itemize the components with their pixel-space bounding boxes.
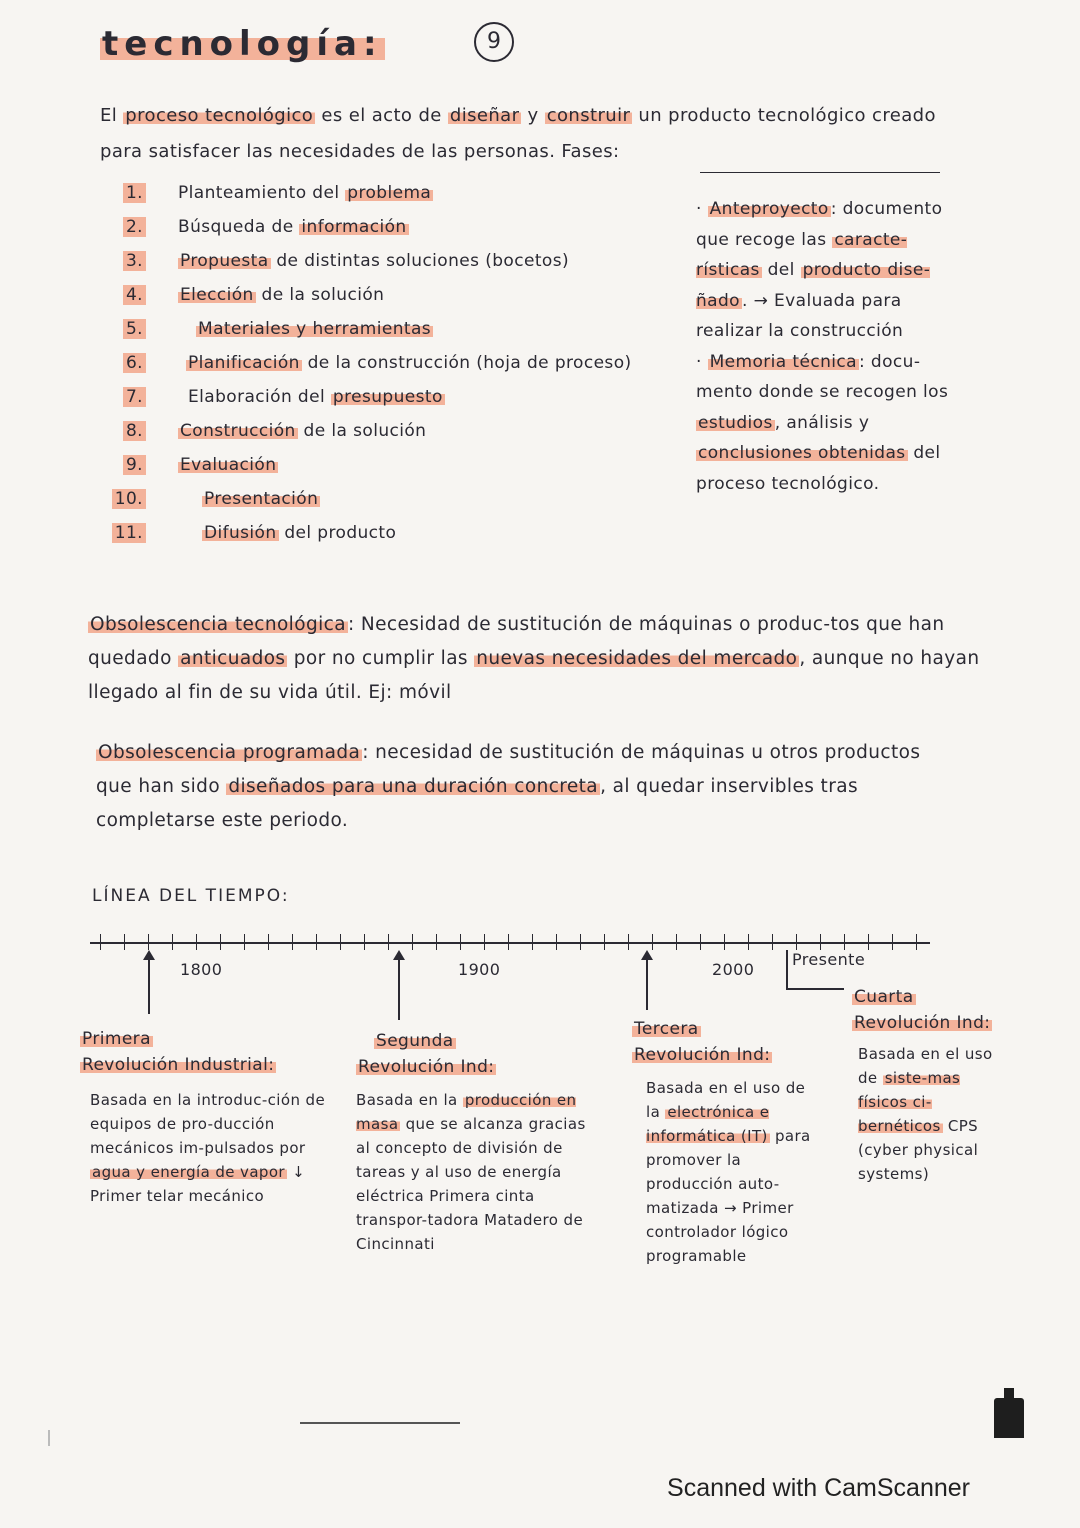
- year-label: 1800: [180, 960, 223, 979]
- phase-item: 8. Construcción de la solución: [110, 414, 670, 448]
- timeline-tick: [676, 934, 677, 950]
- obsolescence-prog-paragraph: Obsolescencia programada : necesidad de sustitución de máquinas u otros productos que han sido diseñados para una duración concreta , al quedar inservibles tras completarse este periodo.: [96, 742, 921, 831]
- page-number: 9: [474, 22, 514, 62]
- timeline-tick: [436, 934, 437, 950]
- present-marker: Presente: [786, 950, 844, 990]
- timeline-tick: [844, 934, 845, 950]
- timeline-tick: [244, 934, 245, 950]
- revolution-first: Primera Revolución Industrial: Basada en la introduc-ción de equipos de pro-ducción mecánicos im-pulsados por agua y energía de vapor ↓ Primer telar mecánico: [82, 1029, 326, 1205]
- phase-item: 1. Planteamiento del problema: [110, 176, 670, 210]
- divider: [700, 172, 940, 173]
- timeline-tick: [604, 934, 605, 950]
- obsolescence-tech-paragraph: Obsolescencia tecnológica : Necesidad de sustitución de máquinas o produc-tos que han quedado anticuados por no cumplir las nuevas necesidades del mercado , aunque no hayan llegado al fin de su vida útil. Ej: móvil: [88, 614, 980, 703]
- timeline-tick: [100, 934, 101, 950]
- timeline-tick: [460, 934, 461, 950]
- arrow-up-icon: [398, 952, 400, 1020]
- timeline-tick: [508, 934, 509, 950]
- phases-list: [110, 176, 670, 550]
- timeline-tick: [148, 934, 149, 950]
- timeline-tick: [172, 934, 173, 950]
- timeline-tick: [724, 934, 725, 950]
- phase-item: 11. Difusión del producto: [110, 516, 670, 550]
- intro-paragraph: El proceso tecnológico es el acto de diseñar y construir un producto tecnológico creado para satisfacer las necesidades de las personas. Fases:: [100, 105, 936, 162]
- timeline-tick: [364, 934, 365, 950]
- phase-item: 10. Presentación: [110, 482, 670, 516]
- timeline-tick: [220, 934, 221, 950]
- timeline-title: LÍNEA DEL TIEMPO:: [92, 886, 290, 906]
- timeline-tick: [796, 934, 797, 950]
- scanner-watermark: Scanned with CamScanner: [667, 1474, 970, 1502]
- margin-mark: [48, 1430, 50, 1446]
- timeline-tick: [388, 934, 389, 950]
- phase-item: 2. Búsqueda de información: [110, 210, 670, 244]
- phase-item: 4. Elección de la solución: [110, 278, 670, 312]
- side-note: · Anteproyecto : documento que recoge las caracte-rísticas del producto dise-ñado . → Evaluada para realizar la construcción · Memoria técnica : docu-mento donde se recogen los estudios , análisis y conclusiones obtenidas del proceso tecnológico.: [696, 199, 949, 494]
- timeline-tick: [532, 934, 533, 950]
- timeline-tick: [652, 934, 653, 950]
- phase-item: 7. Elaboración del presupuesto: [110, 380, 670, 414]
- timeline-tick: [916, 934, 917, 950]
- binder-clip-icon: [994, 1398, 1024, 1438]
- timeline-tick: [196, 934, 197, 950]
- timeline-tick: [484, 934, 485, 950]
- timeline-tick: [748, 934, 749, 950]
- timeline-tick: [628, 934, 629, 950]
- timeline-tick: [412, 934, 413, 950]
- year-label: 2000: [712, 960, 755, 979]
- arrow-up-icon: [646, 952, 648, 1010]
- arrow-up-icon: [148, 952, 150, 1014]
- timeline-tick: [820, 934, 821, 950]
- page-title: tecnología:: [102, 24, 383, 64]
- timeline-tick: [892, 934, 893, 950]
- timeline-tick: [580, 934, 581, 950]
- timeline-tick: [316, 934, 317, 950]
- revolution-second: Segunda Revolución Ind: Basada en la producción en masa que se alcanza gracias al concepto de división de tareas y al uso de energía eléctrica Primera cinta transpor-tadora Matadero de Cincinnati: [356, 1031, 586, 1253]
- timeline-tick: [268, 934, 269, 950]
- phase-item: 5. Materiales y herramientas: [110, 312, 670, 346]
- timeline-tick: [700, 934, 701, 950]
- timeline-tick: [340, 934, 341, 950]
- timeline-tick: [124, 934, 125, 950]
- timeline-tick: [868, 934, 869, 950]
- timeline-tick: [772, 934, 773, 950]
- timeline-tick: [292, 934, 293, 950]
- revolution-third: Tercera Revolución Ind: Basada en el uso de la electrónica e informática (IT) para promover la producción auto-matizada → Primer controlador lógico programable: [634, 1019, 811, 1265]
- timeline-axis: [90, 942, 930, 944]
- phase-item: 6. Planificación de la construcción (hoja de proceso): [110, 346, 670, 380]
- phase-item: 9. Evaluación: [110, 448, 670, 482]
- revolution-fourth: Cuarta Revolución Ind: Basada en el uso de siste-mas físicos ci-bernéticos CPS (cyber physical systems): [854, 987, 993, 1183]
- year-label: 1900: [458, 960, 501, 979]
- timeline-tick: [556, 934, 557, 950]
- divider: [300, 1422, 460, 1424]
- phase-item: 3. Propuesta de distintas soluciones (bocetos): [110, 244, 670, 278]
